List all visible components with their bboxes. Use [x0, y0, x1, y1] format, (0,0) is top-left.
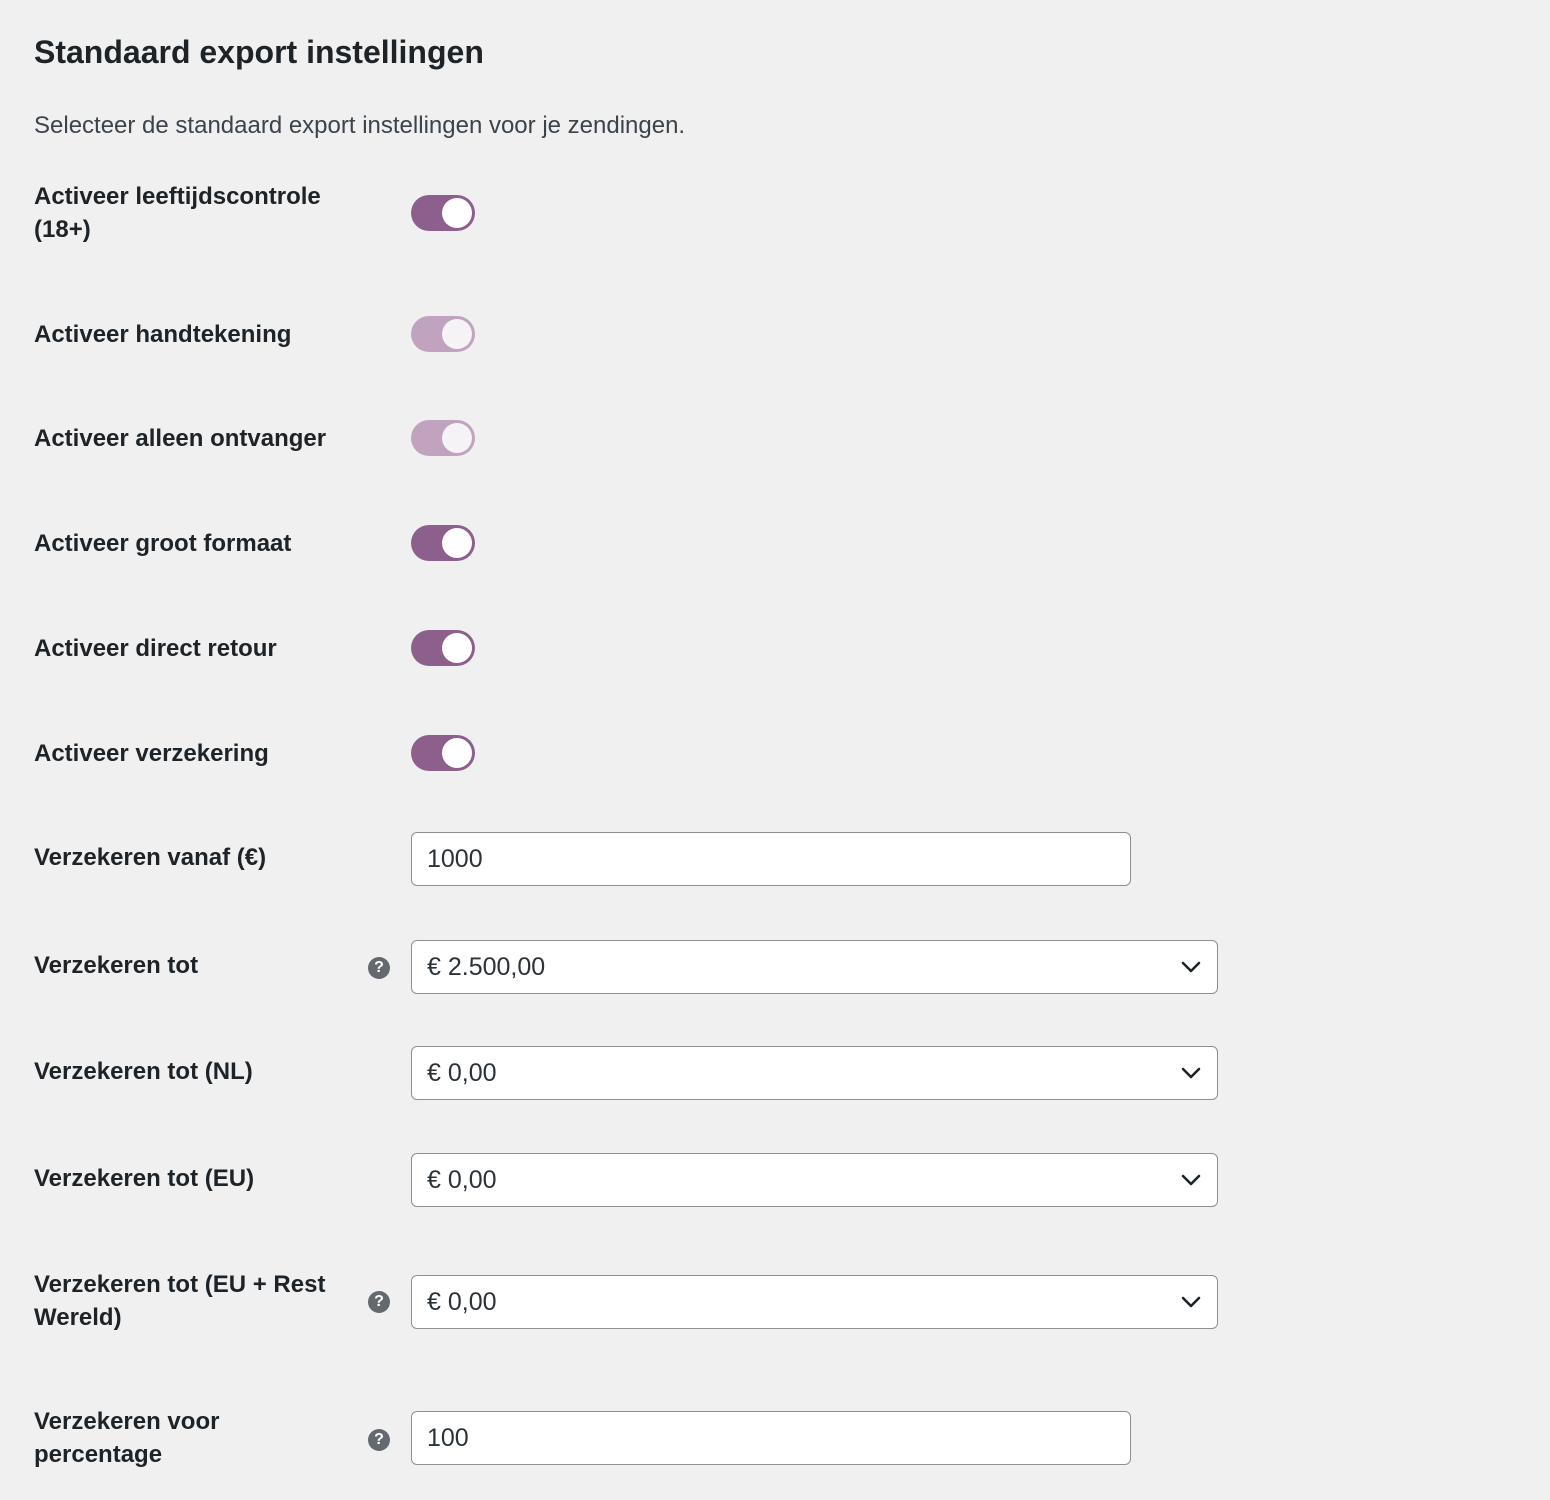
chevron-down-icon	[1179, 1063, 1203, 1083]
large-format-toggle[interactable]	[411, 525, 475, 561]
chevron-down-icon	[1179, 1170, 1203, 1190]
insure-up-to-value: € 2.500,00	[427, 953, 546, 981]
insurance-label: Activeer verzekering	[34, 740, 269, 767]
insure-up-to-row-label: Verzekeren tot (EU + Rest Wereld)	[34, 1271, 326, 1331]
insure-up-to-nl-select[interactable]	[411, 1046, 1218, 1100]
insure-up-to-row-value: € 0,00	[427, 1288, 497, 1316]
signature-toggle[interactable]	[411, 316, 475, 352]
toggle-knob	[442, 633, 472, 663]
question-mark-icon[interactable]: ?	[368, 957, 390, 979]
insure-up-to-label: Verzekeren tot	[34, 952, 199, 979]
section-description: Selecteer de standaard export instellingen voor je zendingen.	[34, 112, 686, 139]
direct-return-toggle[interactable]	[411, 630, 475, 666]
toggle-knob	[442, 423, 472, 453]
toggle-knob	[442, 528, 472, 558]
insure-percentage-label: Verzekeren voor percentage	[34, 1408, 220, 1468]
insure-up-to-eu-value: € 0,00	[427, 1166, 497, 1194]
insure-up-to-nl-value: € 0,00	[427, 1059, 497, 1087]
insurance-toggle[interactable]	[411, 735, 475, 771]
toggle-knob	[442, 738, 472, 768]
page-title: Standaard export instellingen	[34, 34, 484, 70]
chevron-down-icon	[1179, 1292, 1203, 1312]
insure-up-to-eu-select[interactable]	[411, 1153, 1218, 1207]
large-format-label: Activeer groot formaat	[34, 530, 292, 557]
insure-up-to-row-select[interactable]	[411, 1275, 1218, 1329]
direct-return-label: Activeer direct retour	[34, 635, 277, 662]
insure-up-to-select[interactable]	[411, 940, 1218, 994]
question-mark-icon[interactable]: ?	[368, 1291, 390, 1313]
insure-up-to-eu-label: Verzekeren tot (EU)	[34, 1165, 255, 1192]
only-recipient-label: Activeer alleen ontvanger	[34, 425, 327, 452]
question-mark-icon[interactable]: ?	[368, 1429, 390, 1451]
age-check-toggle[interactable]	[411, 195, 475, 231]
toggle-knob	[442, 198, 472, 228]
insure-percentage-input[interactable]	[411, 1411, 1131, 1465]
only-recipient-toggle[interactable]	[411, 420, 475, 456]
insure-from-label: Verzekeren vanaf (€)	[34, 844, 267, 871]
toggle-knob	[442, 319, 472, 349]
age-check-label: Activeer leeftijdscontrole (18+)	[34, 183, 321, 243]
chevron-down-icon	[1179, 957, 1203, 977]
insure-up-to-nl-label: Verzekeren tot (NL)	[34, 1058, 253, 1085]
signature-label: Activeer handtekening	[34, 321, 292, 348]
insure-from-input[interactable]	[411, 832, 1131, 886]
